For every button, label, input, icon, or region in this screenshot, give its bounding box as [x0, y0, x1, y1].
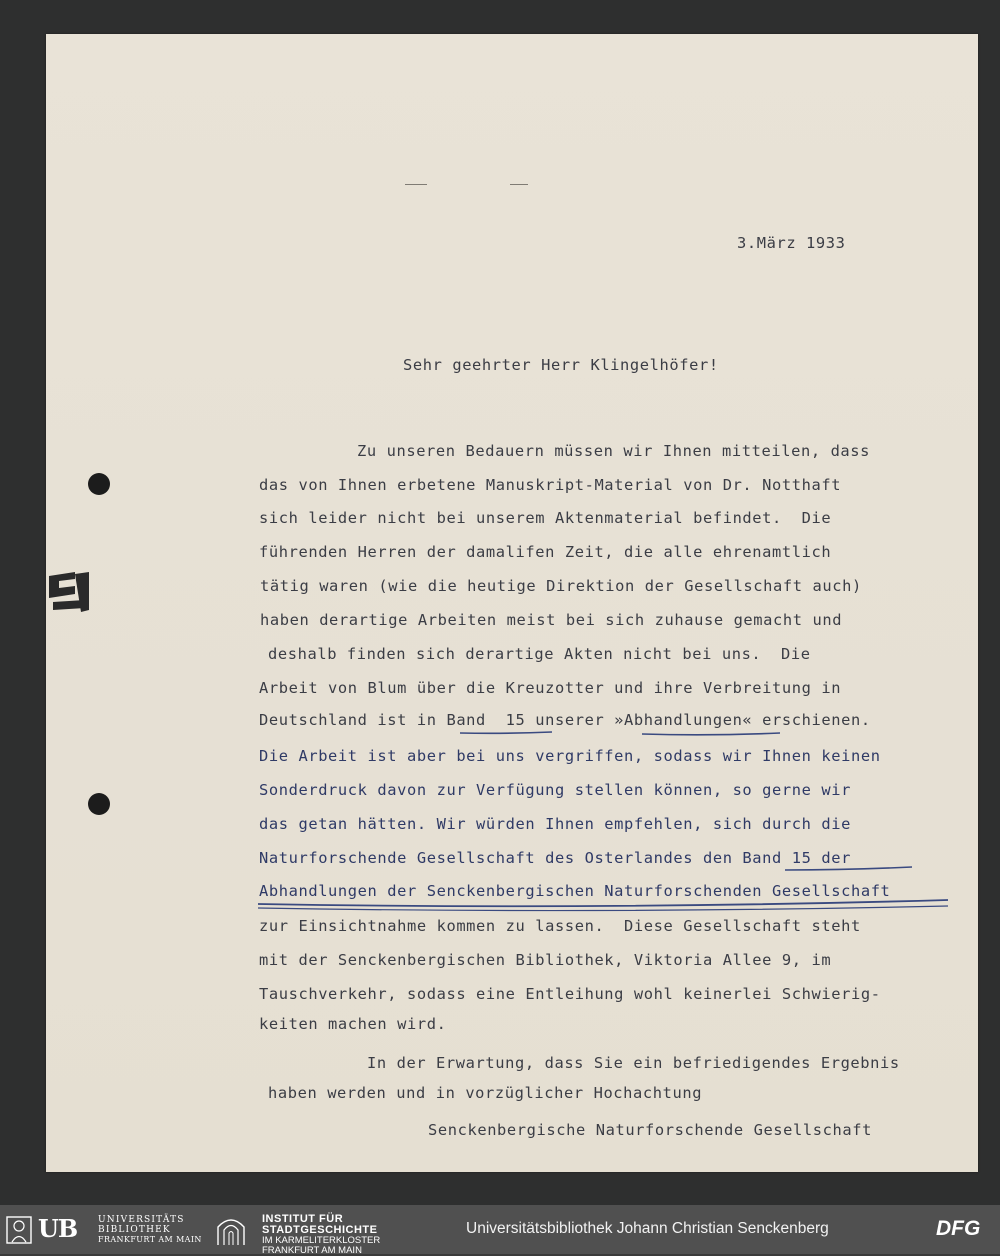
body-line: Tauschverkehr, sodass eine Entleihung wohl keinerlei Schwierig-	[259, 985, 881, 1003]
body-line: Deutschland ist in Band 15 unserer »Abhandlungen« erschienen.	[259, 711, 871, 729]
ub-name	[98, 1215, 202, 1245]
ub-name-line: UNIVERSITÄTS	[98, 1215, 185, 1225]
body-line: Naturforschende Gesellschaft des Osterlandes den Band 15 der	[259, 849, 851, 867]
body-line: keiten machen wird.	[259, 1015, 447, 1033]
body-line: In der Erwartung, dass Sie ein befriedigendes Ergebnis	[367, 1054, 900, 1072]
isg-name-line: FRANKFURT AM MAIN	[262, 1245, 362, 1256]
body-line: Arbeit von Blum über die Kreuzotter und ihre Verbreitung in	[259, 679, 842, 697]
ub-name-line: FRANKFURT AM MAIN	[98, 1235, 202, 1244]
isg-name	[262, 1214, 380, 1256]
body-line: mit der Senckenbergischen Bibliothek, Viktoria Allee 9, im	[259, 951, 832, 969]
footer-library-name: Universitätsbibliothek Johann Christian Senckenberg	[466, 1220, 829, 1237]
letter-salutation: Sehr geehrter Herr Klingelhöfer!	[403, 356, 719, 374]
isg-name-line: STADTGESCHICHTE	[262, 1224, 378, 1236]
archive-stamp-mark	[45, 570, 93, 622]
body-line: das getan hätten. Wir würden Ihnen empfehlen, sich durch die	[259, 815, 851, 833]
body-line: führenden Herren der damalifen Zeit, die alle ehrenamtlich	[259, 543, 832, 561]
footer-bar	[0, 1205, 1000, 1254]
body-line: tätig waren (wie die heutige Direktion der Gesellschaft auch)	[260, 577, 862, 595]
body-line: deshalb finden sich derartige Akten nicht bei uns. Die	[268, 645, 811, 663]
body-line: Sonderdruck davon zur Verfügung stellen können, so gerne wir	[259, 781, 851, 799]
dfg-logo: DFG	[936, 1217, 981, 1240]
page-mark	[405, 184, 427, 185]
body-line: zur Einsichtnahme kommen zu lassen. Diese Gesellschaft steht	[259, 917, 861, 935]
page-mark	[510, 184, 528, 185]
ub-logo-text: UB	[38, 1214, 78, 1243]
ub-logo-icon	[4, 1213, 34, 1245]
body-line: haben werden und in vorzüglicher Hochachtung	[268, 1084, 703, 1102]
isg-name-line: INSTITUT FÜR	[262, 1213, 344, 1225]
letter-date: 3.März 1933	[737, 234, 846, 252]
ub-name-line: BIBLIOTHEK	[98, 1225, 171, 1235]
punch-hole-bottom	[88, 793, 110, 815]
letter-signature: Senckenbergische Naturforschende Gesellschaft	[428, 1121, 872, 1139]
isg-logo-icon	[214, 1213, 248, 1247]
body-line: Die Arbeit ist aber bei uns vergriffen, sodass wir Ihnen keinen	[259, 747, 881, 765]
body-line: sich leider nicht bei unserem Aktenmaterial befindet. Die	[259, 509, 832, 527]
body-line: Zu unseren Bedauern müssen wir Ihnen mitteilen, dass	[357, 442, 871, 460]
body-line: das von Ihnen erbetene Manuskript-Material von Dr. Notthaft	[259, 476, 842, 494]
punch-hole-top	[88, 473, 110, 495]
isg-name-line: IM KARMELITERKLOSTER	[262, 1235, 381, 1246]
body-line: Abhandlungen der Senckenbergischen Naturforschenden Gesellschaft	[259, 882, 891, 900]
body-line: haben derartige Arbeiten meist bei sich zuhause gemacht und	[260, 611, 843, 629]
